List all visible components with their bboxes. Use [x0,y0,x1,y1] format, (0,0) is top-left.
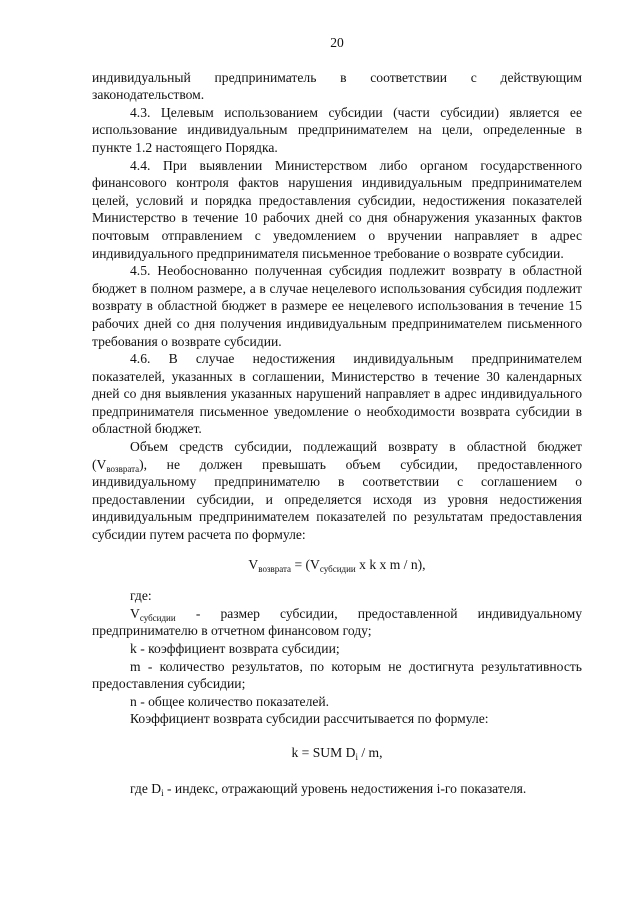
formula2-sub: i [355,751,358,762]
refund-volume-subscript: возврата [106,463,140,474]
definition-k: k - коэффициент возврата субсидии; [130,641,340,656]
definition-v-subsidy [92,605,582,640]
index-def-b: - индекс, отражающий уровень недостижения i-го показателя. [163,780,527,796]
paragraph-4-4: 4.4. При выявлении Министерством либо органом государственного финансового контроля фактов нарушения индивидуальным предпринимателем целей, условий и порядка предоставления субсидии, недостижения показателей Министерство в течение 10 рабочих дней со дня обнаружения указанных фактов почтовым отправлением с уведомлением о вручении направляет в адрес индивидуального предпринимателя письменное требование о возврате субсидии. [92,157,582,261]
formula-refund [92,556,582,574]
paragraph-4-5: 4.5. Необоснованно полученная субсидия подлежит возврату в областной бюджет в полном размере, а в случае нецелевого использования субсидия подлежит возврату в областной бюджет в размере ее нецелевого использования в течение 15 рабочих дней со дня получения индивидуальным предпринимателем письменного требования о возврате субсидии. [92,263,582,349]
formula-eq: = (V [291,556,320,572]
formula2-a: k = SUM D [291,744,356,760]
formula2-b: / m, [357,744,383,760]
formula-s-sub: субсидии [319,563,356,574]
paragraph-continuation: индивидуальный предприниматель в соответствии с действующим законодательством. [92,69,582,103]
formula-rest: x k x m / n), [355,556,426,572]
paragraph-4-3: 4.3. Целевым использованием субсидии (части субсидии) является ее использование индивидуальным предпринимателем на цели, определенные в пункте 1.2 настоящего Порядка. [92,104,582,155]
formula-v-sub: возврата [258,563,292,574]
page-number: 20 [330,35,344,50]
formula-v: V [248,556,259,572]
definition-n: n - общее количество показателей. [130,693,330,709]
definition-m: m - количество результатов, по которым не достигнута результативность предоставления субсидии; [92,658,582,692]
def-v-text: - размер субсидии, предоставленной индивидуальному предпринимателю в отчетном финансовом году; [92,605,582,639]
index-def-a: где D [130,780,162,796]
where-label: где: [130,588,152,604]
coefficient-intro: Коэффициент возврата субсидии рассчитывается по формуле: [130,711,489,727]
index-def-sub: i [161,787,164,798]
def-v-sub: субсидии [139,612,176,623]
index-definition [92,780,582,798]
formula-coefficient [92,744,582,762]
paragraph-4-6: 4.6. В случае недостижения индивидуальным предпринимателем показателей, указанных в соглашении, Министерство в течение 30 календарных дней со дня выявления указанных нарушений направляет в адрес индивидуального предпринимателя письменное уведомление о необходимости возврата субсидии в областной бюджет. [92,351,582,437]
refund-volume-text-b: ), не должен превышать объем субсидии, предоставленного индивидуальному предпринимателю в соответствии с соглашением о предоставлении субсидии, и определяется исходя из уровня недостижения индивидуальным предпринимателем показателей по результатам предоставления субсидии путем расчета по формуле: [92,456,582,543]
paragraph-refund-volume [92,438,582,544]
refund-volume-text-a: Объем средств субсидии, подлежащий возврату в областной бюджет (V [92,439,582,472]
def-v: V [130,605,140,621]
